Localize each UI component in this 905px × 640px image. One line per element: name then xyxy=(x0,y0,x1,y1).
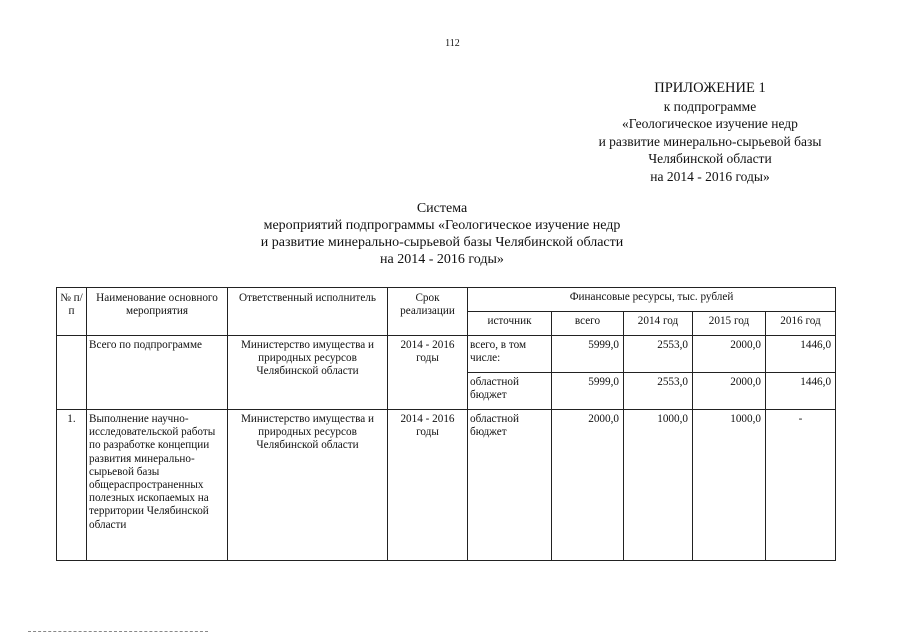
title-line: и развитие минерально-сырьевой базы Челябинской области xyxy=(260,235,624,250)
header-row xyxy=(57,288,836,312)
cell-2016: 1446,0 xyxy=(766,336,836,373)
cell-2015: 1000,0 xyxy=(693,410,766,561)
cell-period: 2014 - 2016 годы xyxy=(388,410,468,561)
header-source: источник xyxy=(468,312,552,336)
cell-2014: 1000,0 xyxy=(624,410,693,561)
cell-total: 5999,0 xyxy=(552,336,624,373)
cell-2015: 2000,0 xyxy=(693,373,766,410)
cell-source: всего, в том числе: xyxy=(468,336,552,373)
cell-2014: 2553,0 xyxy=(624,373,693,410)
header-total: всего xyxy=(552,312,624,336)
measures-table xyxy=(56,287,836,561)
header-executor: Ответственный исполнитель xyxy=(228,288,388,336)
header-2015: 2015 год xyxy=(693,312,766,336)
title-line: мероприятий подпрограммы «Геологическое изучение недр xyxy=(263,218,621,233)
header-finance: Финансовые ресурсы, тыс. рублей xyxy=(468,288,836,312)
footer-divider xyxy=(28,631,208,632)
cell-2016: 1446,0 xyxy=(766,373,836,410)
header-num: № п/п xyxy=(57,288,87,336)
cell-2015: 2000,0 xyxy=(693,336,766,373)
header-period: Срок реализации xyxy=(388,288,468,336)
appendix-line: и развитие минерально-сырьевой базы xyxy=(598,133,822,149)
cell-2014: 2553,0 xyxy=(624,336,693,373)
appendix-line: на 2014 - 2016 годы» xyxy=(650,168,770,184)
cell-name: Всего по подпрограмме xyxy=(87,336,228,410)
header-2014: 2014 год xyxy=(624,312,693,336)
table-row xyxy=(57,410,836,561)
appendix-line: к подпрограмме xyxy=(663,98,757,114)
cell-executor: Министерство имущества и природных ресурсов Челябинской области xyxy=(228,336,388,410)
cell-2016: - xyxy=(766,410,836,561)
appendix-line: Челябинской области xyxy=(648,151,772,166)
cell-period: 2014 - 2016 годы xyxy=(388,336,468,410)
cell-num: 1. xyxy=(57,410,87,561)
cell-source: областной бюджет xyxy=(468,410,552,561)
appendix-line: «Геологическое изучение недр xyxy=(622,116,798,131)
document-title xyxy=(222,200,662,268)
cell-source: областной бюджет xyxy=(468,373,552,410)
header-2016: 2016 год xyxy=(766,312,836,336)
page-number: 112 xyxy=(445,38,460,49)
header-name: Наименование основного мероприятия xyxy=(87,288,228,336)
cell-executor: Министерство имущества и природных ресурсов Челябинской области xyxy=(228,410,388,561)
appendix-title: ПРИЛОЖЕНИЕ 1 xyxy=(654,80,766,96)
cell-num xyxy=(57,336,87,410)
table-row xyxy=(57,336,836,373)
cell-total: 5999,0 xyxy=(552,373,624,410)
cell-name: Выполнение научно-исследовательской работы по разработке концепции развития минерально-сырьевой базы общераспространенных полезных ископаемых на территории Челябинской области xyxy=(87,410,228,561)
title-line: Система xyxy=(416,201,468,216)
appendix-header xyxy=(560,80,860,185)
cell-total: 2000,0 xyxy=(552,410,624,561)
title-line: на 2014 - 2016 годы» xyxy=(380,252,504,267)
